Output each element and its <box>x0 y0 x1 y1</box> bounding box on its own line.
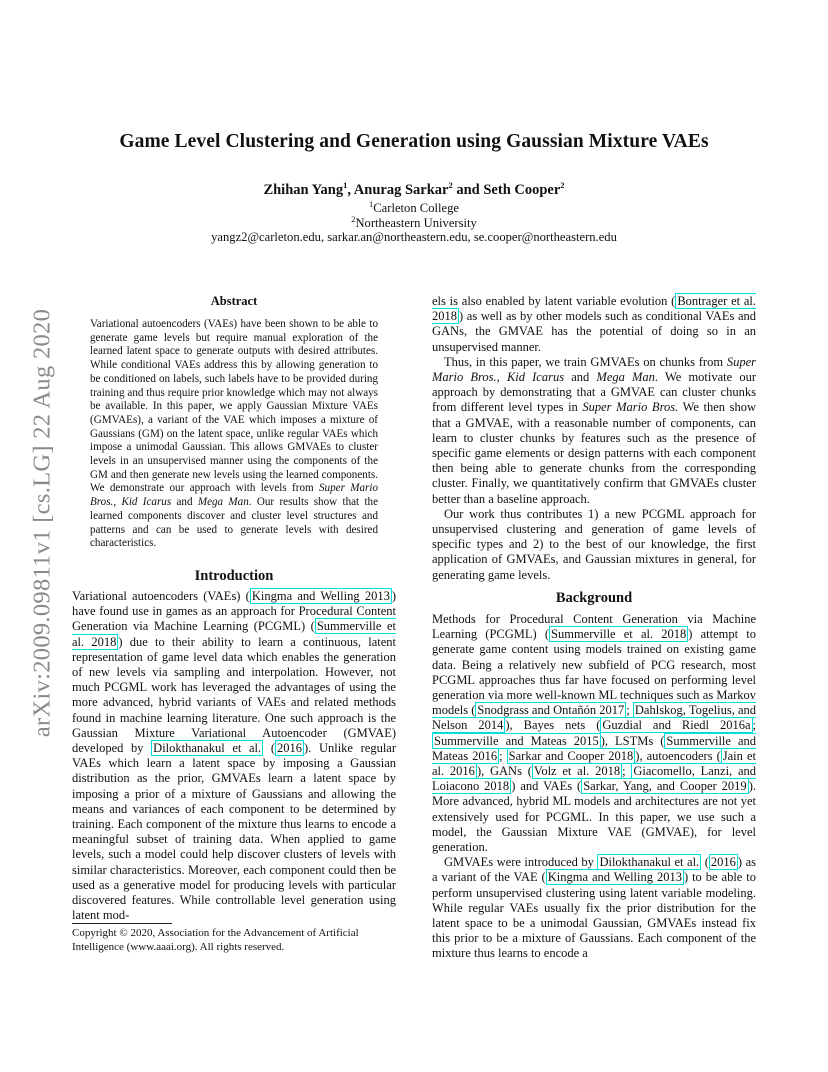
body-text: . We motivate our approach by demonstrating that a GMVAE can cluster chunks from different level types in <box>432 370 756 415</box>
citation-link[interactable]: Dilokthanakul et al. <box>153 741 262 756</box>
game-name: Super Mario Bros. <box>582 400 679 415</box>
author-affiliation-mark: 2 <box>448 180 453 190</box>
author-name: Zhihan Yang <box>263 181 344 198</box>
citation-link[interactable]: Dahlskog, Togelius, and Nelson 2014 <box>432 703 756 733</box>
paper-title: Game Level Clustering and Generation using Gaussian Mixture VAEs <box>119 131 709 152</box>
citation-link[interactable]: 2016 <box>710 855 736 870</box>
affiliation-2 <box>0 214 828 231</box>
citation-link[interactable]: Summerville and Mateas 2016 <box>432 733 756 763</box>
body-text: ) and VAEs ( <box>511 779 582 794</box>
body-text: ( <box>263 741 275 756</box>
citation-link[interactable]: Bontrager et al. 2018 <box>432 294 757 324</box>
citation-link[interactable]: Sarkar, Yang, and Cooper 2019 <box>583 779 747 794</box>
body-text: ; <box>752 718 756 733</box>
right-column-continuation <box>432 294 756 583</box>
intro-paragraph-continued <box>432 294 756 355</box>
author-name: , Anurag Sarkar <box>347 181 449 198</box>
body-text: ), LSTMs ( <box>600 733 665 748</box>
body-text: ) as a variant of the VAE ( <box>432 855 757 885</box>
author-affiliation-mark: 1 <box>343 180 348 190</box>
body-text: Methods for Procedural Content Generation via Machine Learning (PCGML) ( <box>432 612 756 642</box>
body-text: ; <box>626 703 633 718</box>
citation-link[interactable]: Snodgrass and Ontañón 2017 <box>477 703 625 718</box>
citation-link[interactable]: Summerville et al. 2018 <box>551 627 687 642</box>
body-text: ; <box>622 764 632 779</box>
abstract-text: and <box>171 496 198 509</box>
abstract-body <box>90 318 378 551</box>
introduction-paragraph <box>72 589 396 923</box>
citation-link[interactable]: Kingma and Welling 2013 <box>251 589 390 603</box>
abstract-text: . Our results show that the learned components discover and cluster level structures and patterns and can be used to generate levels with desired characteristics. <box>90 496 379 550</box>
body-text: ( <box>701 855 709 870</box>
affiliation-name: Carleton College <box>373 201 459 216</box>
citation-link[interactable]: Guzdial and Riedl 2016a <box>602 718 751 733</box>
body-text: Variational autoencoders (VAEs) ( <box>72 589 250 603</box>
abstract-text: Variational autoencoders (VAEs) have been shown to be able to generate game levels but require manual exploration of the learned latent space to generate outputs with desired attributes. While conditional VAEs address this by allowing generation to be conditioned on labels, such labels have to be provided during training and thus require prior knowledge which may not always be available. In this paper, we apply Gaussian Mixture VAEs (GMVAEs), a variant of the VAE which imposes a mixture of Gaussians (GM) on the latent space, unlike regular VAEs which impose a unimodal Gaussian. This allows GMVAEs to cluster levels in an unsupervised manner using the components of the GM and then generate new levels using the learned components. We demonstrate our approach with levels from <box>90 318 378 495</box>
abstract-text: , <box>113 496 122 509</box>
citation-link[interactable]: Summerville et al. 2018 <box>72 619 396 649</box>
intro-paragraph: Our work thus contributes 1) a new PCGML approach for unsupervised clustering and generation of game levels of specific types and 2) to the best of our knowledge, the first application of GMVAEs, and Gaussian mixtures in general, for generating game levels. <box>432 506 756 582</box>
game-name: Mega Man <box>197 496 249 509</box>
affiliation-mark: 1 <box>369 199 374 209</box>
body-text: , <box>496 370 507 385</box>
background-heading: Background <box>555 590 633 606</box>
author-affiliation-mark: 2 <box>560 180 565 190</box>
citation-link[interactable]: Summerville and Mateas 2015 <box>434 733 599 748</box>
citation-link[interactable]: Sarkar and Cooper 2018 <box>508 748 634 763</box>
citation-link[interactable]: Dilokthanakul et al. <box>599 855 700 870</box>
game-name: Kid Icarus <box>121 496 172 509</box>
game-name: Super Mario Bros. <box>90 482 378 509</box>
body-text: els is also enabled by latent variable evolution ( <box>432 294 676 308</box>
background-body <box>432 612 756 962</box>
affiliation-name: Northeastern University <box>355 216 477 231</box>
body-text: and <box>564 370 597 385</box>
game-name: Mega Man <box>596 370 655 385</box>
affiliation-mark: 2 <box>351 214 356 224</box>
body-text: ; <box>499 748 507 763</box>
introduction-body <box>72 589 396 923</box>
body-text: ) to be able to perform unsupervised clustering using latent variable modeling. While regular VAEs usually fix the prior distribution for the latent space to be a unimodal Gaussian, GMVAEs instead fix this prior to be a mixture of Gaussians. Each component of the mixture thus learns to encode a <box>432 870 757 961</box>
body-text: ) as well as by other models such as conditional VAEs and GANs, the GMVAE has the potential of doing so in an unsupervised manner. <box>432 309 756 354</box>
introduction-heading: Introduction <box>194 568 274 584</box>
body-text: ), autoencoders ( <box>635 748 721 763</box>
body-text: Thus, in this paper, we train GMVAEs on chunks from <box>444 354 727 369</box>
citation-link[interactable]: Kingma and Welling 2013 <box>547 870 682 885</box>
citation-link[interactable]: Volz et al. 2018 <box>533 764 621 779</box>
abstract-heading: Abstract <box>210 294 258 308</box>
copyright-notice: Copyright © 2020, Association for the Advancement of Artificial Intelligence (www.aaai.org). All rights reserved. <box>72 927 359 953</box>
background-paragraph <box>432 855 756 961</box>
body-text: GMVAEs were introduced by <box>444 855 598 870</box>
body-text: ) attempt to generate game content using models trained on existing game data. Being a relatively new subfield of PCG research, most PCGML approaches thus far have focused on performing level generation via more well-known ML techniques such as Markov models ( <box>432 627 756 718</box>
author-emails: yangz2@carleton.edu, sarkar.an@northeastern.edu, se.cooper@northeastern.edu <box>211 230 617 244</box>
author-list <box>0 180 828 199</box>
citation-link[interactable]: 2016 <box>277 741 302 756</box>
citation-link[interactable]: Jain et al. 2016 <box>432 748 756 779</box>
body-text: ), GANs ( <box>476 764 532 779</box>
body-text: ) have found use in games as an approach for Procedural Content Generation via Machine Learning (PCGML) ( <box>72 589 396 634</box>
body-text: We then show that a GMVAE, with a reasonable number of components, can learn to cluster chunks by features such as the presence of specific game elements or design patterns with each component then being able to generate chunks from the corresponding cluster. Finally, we quantitatively confirm that GMVAEs cluster better than a baseline approach. <box>432 400 756 506</box>
game-name: Kid Icarus <box>506 370 565 385</box>
footnote-rule <box>72 923 172 924</box>
body-text: ). More advanced, hybrid ML models and architectures are not yet extensively used for PCGML. In this paper, we use such a model, the Gaussian Mixture VAE (GMVAE), for level generation. <box>432 779 756 855</box>
body-text: ), Bayes nets ( <box>505 718 601 733</box>
background-paragraph <box>432 612 756 855</box>
citation-link[interactable]: Giacomello, Lanzi, and Loiacono 2018 <box>432 764 756 794</box>
author-name: and Seth Cooper <box>452 181 561 198</box>
arxiv-stamp-text: arXiv:2009.09811v1 [cs.LG] 22 Aug 2020 <box>28 308 56 738</box>
arxiv-identifier-stamp <box>28 285 56 760</box>
game-name: Super Mario Bros. <box>432 354 756 385</box>
intro-paragraph <box>432 355 756 507</box>
body-text: ). Unlike regular VAEs which learn a latent space by imposing a Gaussian distribution as the prior, GMVAEs learn a latent space by imposing a prior of a mixture of Gaussians and allowing the means and variances of each component to be determined by training. Each component of the mixture thus learns to encode a meaningful subset of training data. When applied to game levels, such a model could help discover clusters of levels with similar characteristics. Moreover, each component could then be used as a generative model for producing levels with particular discovered features. While controllable level generation using latent mod- <box>72 741 397 923</box>
body-text: ) due to their ability to learn a continuous, latent representation of game level data which enables the generation of new levels via sampling and interpolation. However, not much PCGML work has leveraged the advantages of using the more advanced, hybrid variants of VAEs and related methods found in machine learning literature. One such approach is the Gaussian Mixture Variational Autoencoder (GMVAE) developed by <box>72 634 396 756</box>
